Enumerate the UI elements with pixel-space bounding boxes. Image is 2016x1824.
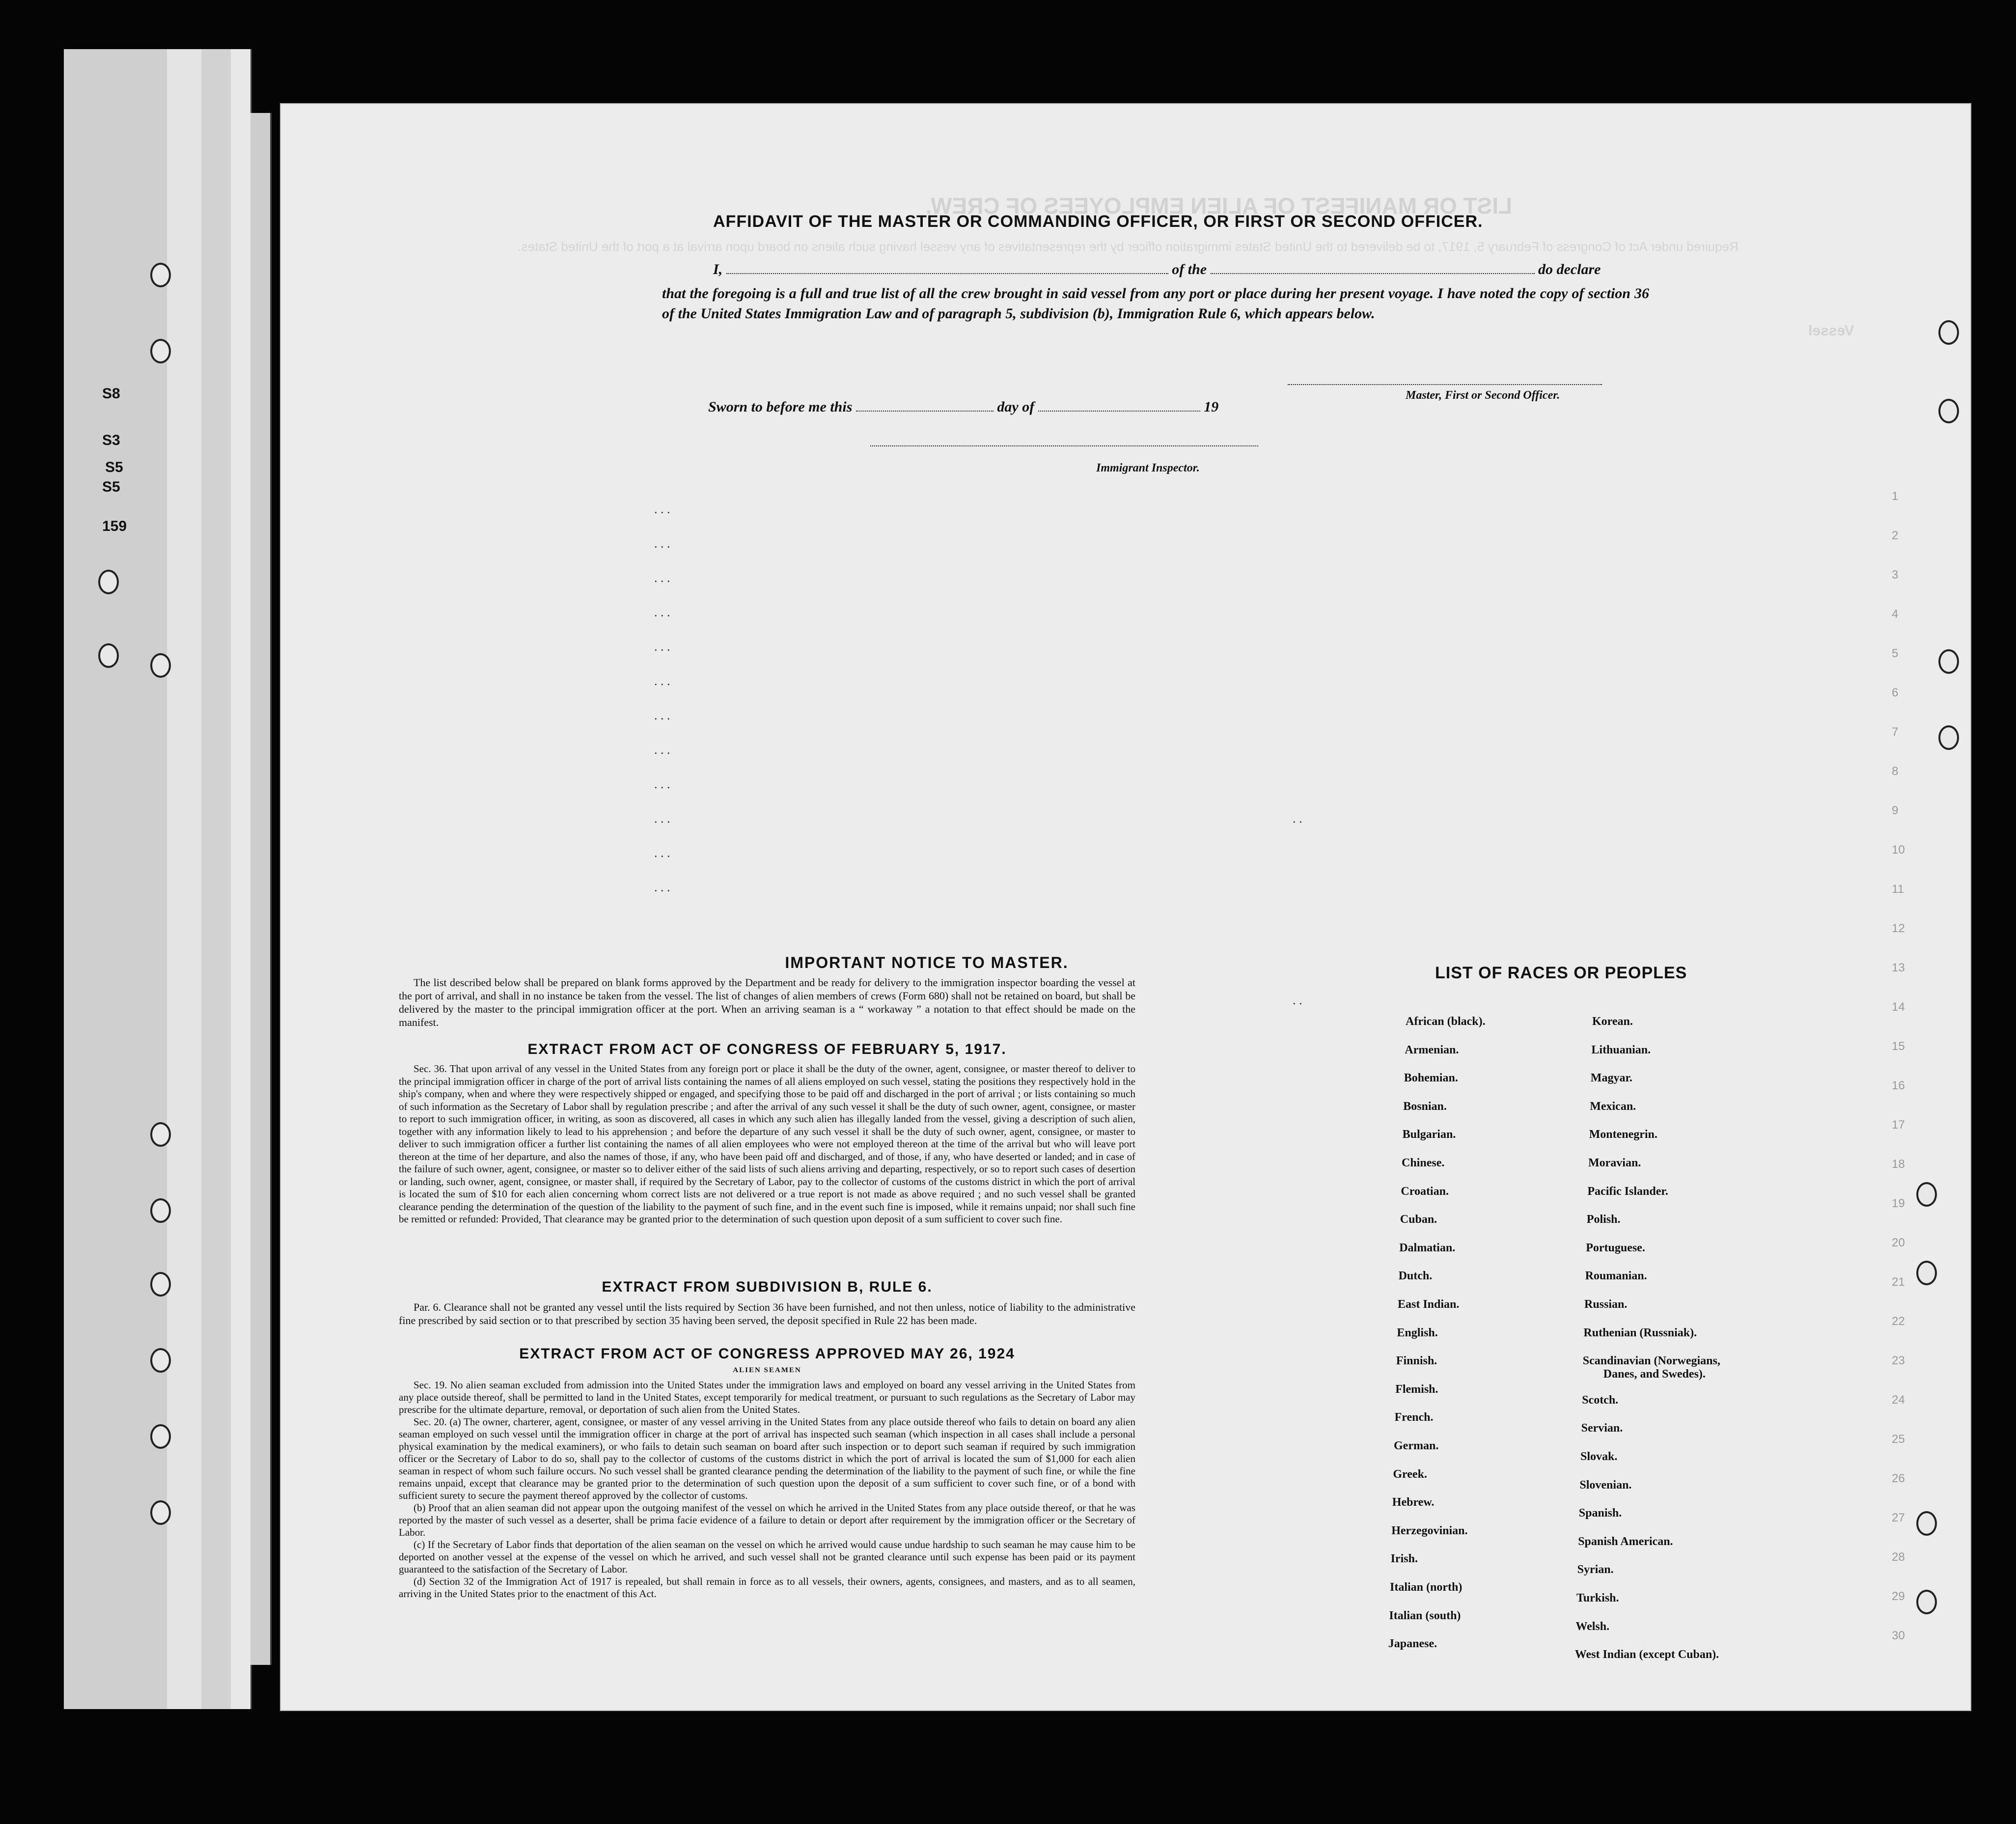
- row-number: 15: [1892, 1040, 1905, 1053]
- punch-hole-icon: [1916, 1590, 1937, 1614]
- race-item: Italian (south): [1389, 1609, 1461, 1622]
- sworn-month-blank[interactable]: [1038, 411, 1200, 412]
- race-item: Italian (north): [1390, 1581, 1463, 1594]
- row-number: 19: [1892, 1197, 1905, 1210]
- race-item: Flemish.: [1395, 1382, 1438, 1396]
- ghost-dot: . . .: [654, 502, 670, 516]
- affidavit-body: that the foregoing is a full and true list of all the crew brought in said vessel from any port or place during her present voyage. I have noted the copy of section 36 of the United States Immigration Law and of paragraph 5, subdivision (b), Immigration Rule 6, which appears below.: [662, 285, 1649, 322]
- row-number: 14: [1892, 1000, 1905, 1014]
- master-caption: Master, First or Second Officer.: [1406, 389, 1560, 402]
- binder-spine: [64, 49, 168, 1709]
- ghost-dot: . . .: [654, 571, 670, 585]
- race-item: Greek.: [1393, 1467, 1427, 1481]
- race-item: Mexican.: [1590, 1100, 1636, 1113]
- extract-1924-title: EXTRACT FROM ACT OF CONGRESS APPROVED MAY 26, 1924: [519, 1346, 1015, 1362]
- ghost-dot: . . .: [654, 639, 670, 654]
- row-number: 26: [1892, 1472, 1905, 1485]
- race-item: Finnish.: [1396, 1354, 1437, 1368]
- punch-hole-icon: [98, 643, 119, 668]
- extract-rule6-title: EXTRACT FROM SUBDIVISION B, RULE 6.: [602, 1279, 933, 1295]
- row-number: 10: [1892, 843, 1905, 857]
- extract-1917-title: EXTRACT FROM ACT OF CONGRESS OF FEBRUARY 5, 1917.: [527, 1041, 1007, 1057]
- binder-page-edge: [201, 49, 232, 1709]
- race-item: Dutch.: [1398, 1270, 1433, 1283]
- master-name-blank[interactable]: [726, 273, 1168, 274]
- ghost-dot: . . .: [654, 536, 670, 551]
- race-item: German.: [1394, 1439, 1439, 1452]
- race-item: West Indian (except Cuban).: [1574, 1648, 1719, 1661]
- race-item: Moravian.: [1588, 1157, 1641, 1169]
- race-item: Bosnian.: [1403, 1100, 1447, 1113]
- row-number: 7: [1892, 725, 1899, 739]
- race-item: English.: [1397, 1326, 1438, 1339]
- race-item: Turkish.: [1576, 1592, 1619, 1604]
- race-item: Chinese.: [1402, 1157, 1445, 1169]
- race-item: African (black).: [1406, 1015, 1486, 1028]
- affidavit-title: AFFIDAVIT OF THE MASTER OR COMMANDING OFFICER, OR FIRST OR SECOND OFFICER.: [713, 212, 1483, 231]
- affidavit-i-label: I,: [713, 261, 723, 277]
- binder-page-edge: [231, 49, 252, 1709]
- notice-body: The list described below shall be prepared on blank forms approved by the Department and be ready for delivery to the immigration inspector boarding the vessel at the port of arrival, and shall in no instance be taken from the vessel. The list of changes of alien members of crews (Form 680) shall not be retained on board, but shall be delivered by the master to the principal immigration officer at the port. When an arriving seaman is a “ workaway ” a notation to that effect should be made on the manifest.: [399, 976, 1135, 1028]
- row-number: 20: [1892, 1236, 1905, 1249]
- race-item: Herzegovinian.: [1391, 1524, 1468, 1537]
- ghost-dot: . . .: [654, 743, 670, 757]
- punch-hole-icon: [150, 263, 171, 287]
- race-item: Ruthenian (Russniak).: [1583, 1326, 1697, 1339]
- race-item: Slovenian.: [1579, 1478, 1632, 1492]
- row-number: 2: [1892, 529, 1899, 542]
- row-number: 9: [1892, 804, 1899, 817]
- race-item: Pacific Islander.: [1587, 1185, 1668, 1198]
- row-number: 30: [1892, 1629, 1905, 1642]
- race-item: Japanese.: [1388, 1637, 1437, 1651]
- extract-1924-sec20c: (c) If the Secretary of Labor finds that deportation of the alien seaman on the vessel on which he arrived would cause undue hardship to such seaman he may cause him to be deported on another vessel at the expense of the vessel on which he arrived, and such vessel shall not be granted clearance until such expense has been paid or its payment guaranteed to the satisfaction of the Secretary of Labor.: [399, 1539, 1135, 1575]
- races-title: LIST OF RACES OR PEOPLES: [1435, 964, 1687, 982]
- race-item: Armenian.: [1405, 1043, 1459, 1056]
- punch-hole-icon: [1938, 725, 1959, 750]
- master-signature-line[interactable]: [1288, 384, 1602, 385]
- side-mark: S3: [102, 432, 120, 448]
- sworn-line: [708, 399, 1218, 415]
- punch-hole-icon: [150, 1500, 171, 1525]
- extract-1924-sec19: Sec. 19. No alien seaman excluded from admission into the United States under the immigration laws and employed on board any vessel arriving in the United States from any place outside thereof, shall be permitted to land in the United States, except temporarily for medical treatment, or pursuant to such regulations as the Secretary of Labor may prescribe for the ultimate departure, removal, or deportation of such alien from the United States.: [399, 1379, 1135, 1415]
- bleed-through-subtitle: Required under Act of Congress of February 5, 1917, to be delivered to the United States immigration officer by the representatives of any vessel having such aliens on board upon arrival at a port of the United States.: [518, 239, 1739, 254]
- ghost-dot: . . .: [654, 846, 670, 860]
- race-item: Welsh.: [1575, 1620, 1610, 1633]
- race-item: French.: [1394, 1411, 1434, 1424]
- sworn-day-of-label: day of: [997, 399, 1035, 415]
- race-item: Portuguese.: [1586, 1241, 1645, 1254]
- row-number: 27: [1892, 1511, 1905, 1524]
- affidavit-of-the-label: of the: [1172, 261, 1207, 277]
- punch-hole-icon: [1938, 320, 1959, 345]
- vessel-name-blank[interactable]: [1211, 273, 1535, 274]
- row-number: 3: [1892, 568, 1899, 581]
- binder-page-edge: [250, 113, 272, 1665]
- side-mark: 159: [102, 518, 127, 534]
- row-number: 11: [1892, 883, 1904, 896]
- punch-hole-icon: [1916, 1261, 1937, 1285]
- ghost-dot: . .: [1293, 811, 1302, 826]
- inspector-signature-line[interactable]: [870, 445, 1258, 446]
- row-number: 18: [1892, 1158, 1905, 1171]
- row-number: 29: [1892, 1590, 1905, 1603]
- row-number: 21: [1892, 1275, 1905, 1289]
- side-mark: S5: [102, 479, 120, 495]
- row-number: 13: [1892, 961, 1905, 974]
- inspector-caption: Immigrant Inspector.: [1096, 462, 1200, 474]
- race-item: Spanish.: [1578, 1507, 1622, 1520]
- extract-1924-subtitle: ALIEN SEAMEN: [733, 1366, 801, 1374]
- race-item: Bulgarian.: [1402, 1128, 1456, 1141]
- extract-rule6-body: Par. 6. Clearance shall not be granted any vessel until the lists required by Section 36 have been furnished, and not then unless, notice of liability to the administrative fine prescribed by said section or to that prescribed by section 35 having been served, the deposit specified in Rule 22 has been made.: [399, 1301, 1135, 1327]
- race-item: Russian.: [1584, 1298, 1628, 1311]
- sworn-label: Sworn to before me this: [708, 399, 853, 415]
- sworn-year-label: 19: [1204, 399, 1219, 415]
- race-item: Montenegrin.: [1589, 1128, 1657, 1141]
- row-number: 25: [1892, 1433, 1905, 1446]
- binder-page-edge: [167, 49, 203, 1709]
- bleed-through-title: LIST OR MANIFEST OF ALIEN EMPLOYEES OF CREW.: [925, 193, 1513, 219]
- race-item: Scandinavian (Norwegians, Danes, and Swedes).: [1582, 1354, 1720, 1381]
- ghost-dot: . . .: [654, 880, 670, 894]
- row-number: 17: [1892, 1118, 1905, 1132]
- punch-hole-icon: [98, 570, 119, 594]
- ghost-dot: . .: [1293, 993, 1302, 1007]
- race-item: Lithuanian.: [1591, 1043, 1651, 1056]
- punch-hole-icon: [150, 653, 171, 678]
- punch-hole-icon: [1916, 1511, 1937, 1536]
- punch-hole-icon: [150, 1198, 171, 1223]
- side-mark: S5: [105, 459, 123, 475]
- side-mark: S8: [102, 386, 120, 402]
- race-item: Spanish American.: [1578, 1535, 1673, 1548]
- extract-1924-body: [399, 1379, 1135, 1600]
- punch-hole-icon: [150, 1348, 171, 1373]
- punch-hole-icon: [1938, 649, 1959, 674]
- row-number: 12: [1892, 922, 1905, 935]
- extract-1924-sec20a: Sec. 20. (a) The owner, charterer, agent, consignee, or master of any vessel arriving in the United States from any place outside thereof who fails to detain on board any alien seaman employed on such vessel until the immigration officer in charge at the port of arrival has inspected such seaman (which inspection in all cases shall include a personal physical examination by the medical examiners), or who fails to detain such seaman on board after such inspection or to deport such seaman if required by such immigration officer or the Secretary of Labor to do so, shall pay to the collector of customs of the customs district in which the port of arrival is located the sum of $1,000 for each alien seaman in respect of whom such failure occurs. No such vessel shall be granted clearance pending the determination of the liability to the payment of such fine, or while the fine remains unpaid, except that clearance may be granted prior to the determination of such question upon the deposit of a sum sufficient to cover such fine, or of a bond with sufficient surety to secure the payment thereof approved by the collector of customs.: [399, 1416, 1135, 1501]
- bleed-through-vessel: Vessel: [1808, 323, 1854, 339]
- punch-hole-icon: [1938, 399, 1959, 423]
- ghost-dot: . . .: [654, 674, 670, 688]
- race-item: Irish.: [1390, 1552, 1418, 1566]
- race-item: Servian.: [1581, 1422, 1623, 1435]
- manifest-page: [280, 103, 1971, 1711]
- race-item: East Indian.: [1398, 1298, 1460, 1311]
- row-number: 23: [1892, 1354, 1905, 1367]
- race-item: Croatian.: [1401, 1185, 1449, 1198]
- row-number: 5: [1892, 647, 1899, 660]
- row-number: 24: [1892, 1393, 1905, 1407]
- row-number: 28: [1892, 1550, 1905, 1564]
- race-item: Polish.: [1586, 1213, 1621, 1226]
- race-item: Slovak.: [1580, 1450, 1618, 1463]
- row-number: 16: [1892, 1079, 1905, 1092]
- row-number: 1: [1892, 490, 1899, 503]
- race-item: Korean.: [1592, 1015, 1633, 1028]
- race-item: Magyar.: [1590, 1072, 1632, 1085]
- punch-hole-icon: [1916, 1182, 1937, 1207]
- race-item-continuation: Danes, and Swedes).: [1603, 1368, 1706, 1381]
- extract-1924-sec20d: (d) Section 32 of the Immigration Act of 1917 is repealed, but shall remain in force as to all vessels, their owners, agents, consignees, and masters, and as to all seamen, arriving in the United States prior to the enactment of this Act.: [399, 1575, 1135, 1600]
- affidavit-declare-label: do declare: [1538, 261, 1601, 277]
- row-number: 22: [1892, 1315, 1905, 1328]
- ghost-dot: . . .: [654, 605, 670, 619]
- notice-title: IMPORTANT NOTICE TO MASTER.: [785, 954, 1069, 971]
- ghost-dot: . . .: [654, 708, 670, 722]
- race-item: Hebrew.: [1392, 1496, 1435, 1509]
- race-item: Dalmatian.: [1399, 1241, 1456, 1254]
- punch-hole-icon: [150, 1272, 171, 1297]
- ghost-dot: . . .: [654, 777, 670, 791]
- punch-hole-icon: [150, 339, 171, 363]
- punch-hole-icon: [150, 1424, 171, 1449]
- sworn-day-blank[interactable]: [856, 411, 994, 412]
- race-item: Bohemian.: [1404, 1072, 1458, 1085]
- extract-1917-body: Sec. 36. That upon arrival of any vessel in the United States from any foreign port or place it shall be the duty of the owner, agent, consignee, or master thereof to deliver to the principal immigration officer in charge of the port of arrival lists containing the names of all aliens employed on such vessel, stating the positions they respectively hold in the ship's company, when and where they were respectively shipped or engaged, and specifying those to be paid off and discharged in the port of arrival ; or lists containing so much of such information as the Secretary of Labor shall by regulation prescribe ; and after the arrival of any such vessel it shall be the duty of such owner, agent, consignee, or master to report to such immigration officer, in writing, as soon as discovered, all cases in which any such alien has illegally landed from the vessel, giving a description of such alien, together with any information likely to lead to his apprehension ; and before the departure of any such vessel it shall be the duty of such owner, agent, consignee, or master to deliver to such immigration officer a further list containing the names of all alien employees who were not employed thereon at the time of the arrival but who will leave port thereon at the time of her departure, and also the names of those, if any, who have been paid off and discharged, and of those, if any, who have deserted or landed; and in case of the failure of such owner, agent, consignee, or master so to deliver either of the said lists of such aliens arriving and departing, respectively, or so to report such cases of desertion or landing, such owner, agent, consignee, or master shall, if required by the Secretary of Labor, pay to the collector of customs of the customs district in which the port of arrival is located the sum of $10 for each alien concerning whom correct lists are not delivered or a true report is not made as above required ; and no such vessel shall be granted clearance pending the determination of the question of the liability to the payment of such fine, and in the event such fine is imposed, while it remains unpaid; nor shall such fine be remitted or refunded: Provided, That clearance may be granted prior to the determination of such question upon deposit of a sum sufficient to cover such fine.: [399, 1063, 1135, 1225]
- affidavit-declaration-line: [713, 261, 1601, 278]
- race-item: Roumanian.: [1585, 1270, 1647, 1283]
- row-number: 6: [1892, 686, 1899, 699]
- punch-hole-icon: [150, 1122, 171, 1147]
- row-number: 8: [1892, 765, 1899, 778]
- row-number: 4: [1892, 608, 1899, 621]
- extract-1924-sec20b: (b) Proof that an alien seaman did not appear upon the outgoing manifest of the vessel on which he arrived in the United States from any place outside thereof, or that he was reported by the master of such vessel as a deserter, shall be prima facie evidence of a failure to detain or deport after requirement by the immigration officer or the Secretary of Labor.: [399, 1502, 1135, 1538]
- race-item: Scotch.: [1582, 1393, 1619, 1407]
- ghost-dot: . . .: [654, 811, 670, 826]
- race-item: Syrian.: [1577, 1563, 1614, 1576]
- race-item: Cuban.: [1400, 1213, 1437, 1226]
